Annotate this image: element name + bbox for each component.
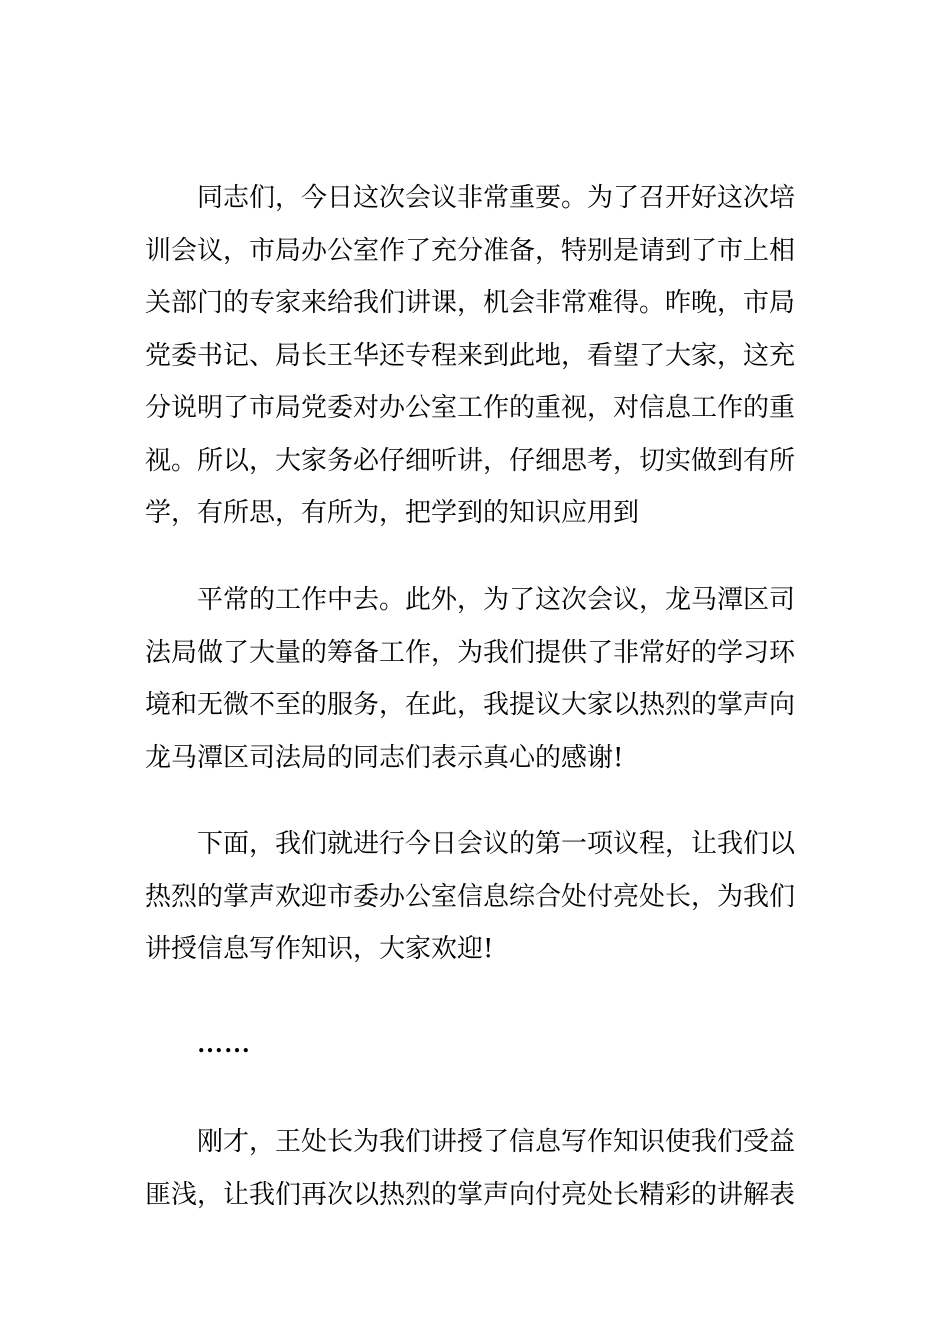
text-line: 视。所以，大家务必仔细听讲，仔细思考，切实做到有所 — [145, 445, 796, 476]
text-line: 分说明了市局党委对办公室工作的重视，对信息工作的重 — [145, 393, 796, 423]
text-line: 法局做了大量的筹备工作，为我们提供了非常好的学习环 — [145, 637, 796, 668]
text-line: 学，有所思，有所为，把学到的知识应用到 — [145, 498, 640, 528]
ellipsis-marker: …… — [197, 1029, 251, 1058]
text-line: 党委书记、局长王华还专程来到此地，看望了大家，这充 — [145, 340, 796, 371]
text-line: 下面，我们就进行今日会议的第一项议程，让我们以 — [197, 829, 796, 859]
paragraph-agenda — [145, 818, 810, 976]
text-line: 龙马潭区司法局的同志们表示真心的感谢! — [145, 742, 624, 773]
paragraph-opening-remarks — [145, 172, 810, 540]
text-line: 刚才，王处长为我们讲授了信息写作知识使我们受益 — [197, 1127, 796, 1157]
paragraph-closing — [145, 1116, 810, 1221]
text-line: 平常的工作中去。此外，为了这次会议，龙马潭区司 — [197, 585, 796, 615]
paragraph-thanks — [145, 574, 810, 784]
text-line: 境和无微不至的服务，在此，我提议大家以热烈的掌声向 — [145, 690, 796, 720]
text-line: 同志们，今日这次会议非常重要。为了召开好这次培 — [197, 183, 796, 213]
text-line: 训会议，市局办公室作了充分准备，特别是请到了市上相 — [145, 235, 796, 266]
text-line: 讲授信息写作知识，大家欢迎! — [145, 934, 494, 964]
text-line: 匪浅，让我们再次以热烈的掌声向付亮处长精彩的讲解表 — [145, 1179, 796, 1210]
text-line: 关部门的专家来给我们讲课，机会非常难得。昨晚，市局 — [145, 288, 796, 318]
text-line: 热烈的掌声欢迎市委办公室信息综合处付亮处长，为我们 — [145, 881, 796, 912]
